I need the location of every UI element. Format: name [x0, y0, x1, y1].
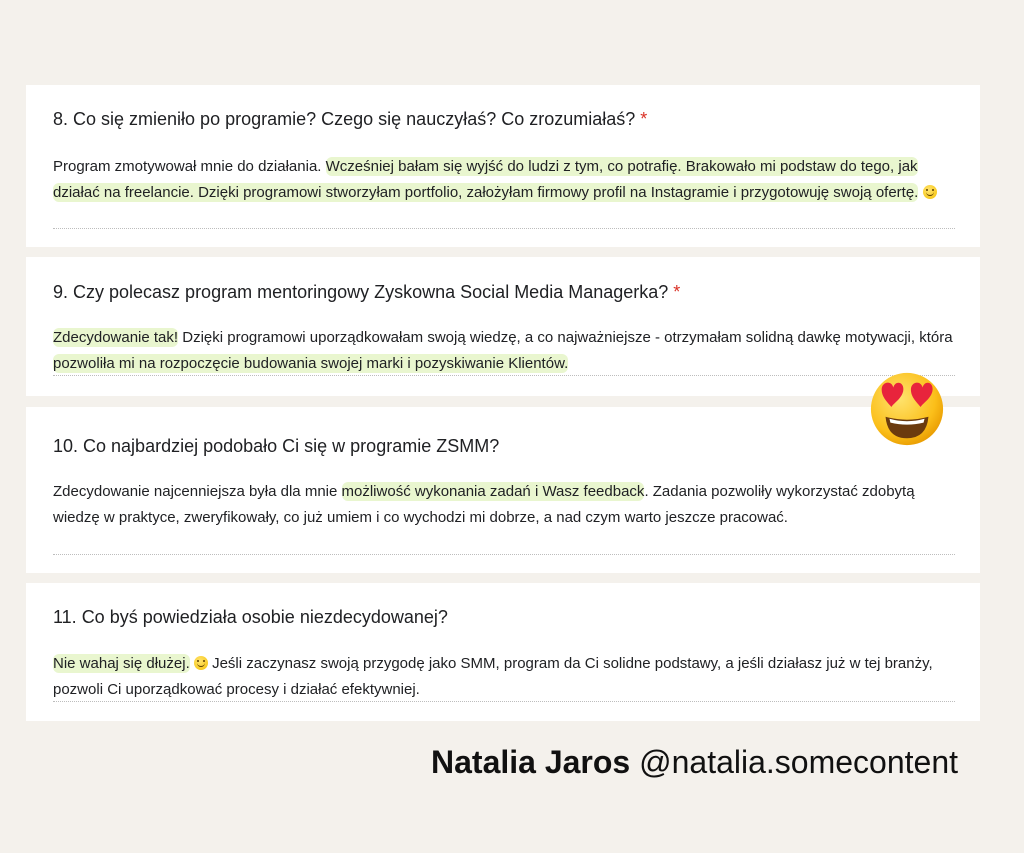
highlighted-text: Nie wahaj się dłużej.: [53, 655, 190, 672]
author-signature: [431, 744, 958, 781]
answer-underline: [53, 228, 955, 229]
highlighted-text: pozwoliła mi na rozpoczęcie budowania swojej marki i pozyskiwanie Klientów.: [53, 354, 569, 372]
question-card-10: [26, 407, 980, 573]
smiling-face-icon: [194, 656, 208, 670]
answer-text-9: Zdecydowanie tak! Dzięki programowi uporządkowałam swoją wiedzę, a co najważniejsze - otrzymałam solidną dawkę motywacji, która pozwoliła mi na rozpoczęcie budowania swojej marki i pozyskiwanie Klientów.: [53, 329, 953, 372]
author-handle: @natalia.somecontent: [639, 744, 958, 780]
answer-text-8: Program zmotywował mnie do działania. Wcześniej bałam się wyjść do ludzi z tym, co potrafię. Brakowało mi podstaw do tego, jak działać na freelancie. Dzięki programowi stworzyłam portfolio, założyłam firmowy profil na Instagramie i przygotowuję swoją ofertę.: [53, 154, 958, 205]
author-name: Natalia Jaros: [431, 744, 631, 780]
question-card-11: [26, 583, 980, 721]
heart-eyes-emoji-icon: [868, 370, 946, 448]
answer-underline: [53, 701, 955, 702]
question-card-8: [26, 85, 980, 247]
question-title-9: 9. Czy polecasz program mentoringowy Zyskowna Social Media Managerka? *: [53, 282, 681, 302]
highlighted-text: Zdecydowanie tak!: [53, 329, 179, 346]
highlighted-text: Wcześniej bałam się wyjść do ludzi z tym, co potrafię. Brakowało mi podstaw do tego, jak działać na freelancie. Dzięki programowi stworzyłam portfolio, założyłam firmowy profil na Instagramie i przygotowuję swoją ofertę.: [53, 158, 919, 201]
smiling-face-icon: [923, 185, 937, 199]
required-asterisk: *: [673, 282, 681, 302]
highlighted-text: możliwość wykonania zadań i Wasz feedback: [341, 483, 645, 500]
answer-underline: [53, 375, 955, 376]
question-title-10: 10. Co najbardziej podobało Ci się w programie ZSMM?: [53, 436, 500, 456]
question-card-9: [26, 257, 980, 396]
answer-text-10: Zdecydowanie najcenniejsza była dla mnie możliwość wykonania zadań i Wasz feedback. Zadania pozwoliły wykorzystać zdobytą wiedzę w praktyce, zweryfikowały, co już umiem i co wychodzi mi dobrze, a nad czym warto jeszcze pracować.: [53, 483, 915, 526]
answer-underline: [53, 554, 955, 555]
question-title-8: 8. Co się zmieniło po programie? Czego się nauczyłaś? Co zrozumiałaś? *: [53, 109, 648, 129]
question-title-11: 11. Co byś powiedziała osobie niezdecydowanej?: [53, 607, 448, 627]
required-asterisk: *: [640, 109, 648, 129]
answer-text-11: Nie wahaj się dłużej. Jeśli zaczynasz swoją przygodę jako SMM, program da Ci solidne podstawy, a jeśli działasz już w tej branży, pozwoli Ci uporządkować procesy i działać efektywniej.: [53, 655, 933, 698]
